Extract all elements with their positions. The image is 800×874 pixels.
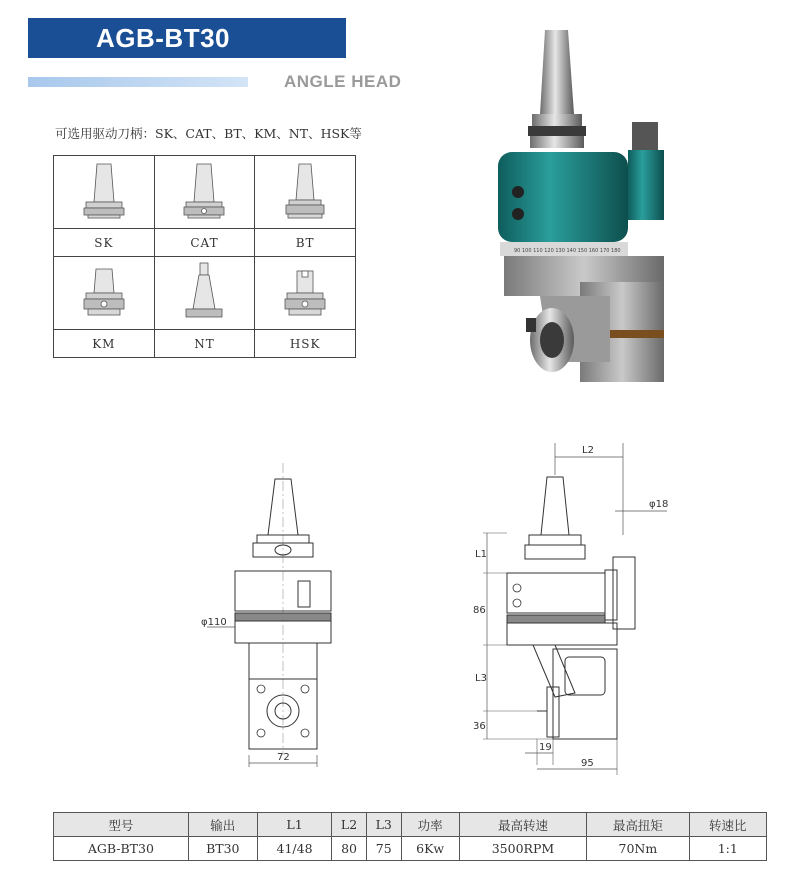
shank-label: NT [154,330,255,358]
km-shank-cell [54,257,155,330]
shank-label: BT [255,229,356,257]
nt-shank-cell [154,257,255,330]
spec-cell: 75 [366,837,401,861]
sk-shank-cell [54,156,155,229]
cat-shank-cell [154,156,255,229]
spec-table [53,812,767,861]
bt-shank-icon [275,158,335,222]
spec-header-cell: 功率 [401,813,459,837]
spec-header-cell: 输出 [188,813,257,837]
page-subtitle: ANGLE HEAD [284,72,402,91]
front-view-drawing [195,455,375,775]
spec-header-cell: 型号 [54,813,189,837]
angle-head-photo [490,22,690,387]
shank-label: HSK [255,330,356,358]
spec-cell: 41/48 [257,837,331,861]
shank-label: SK [54,229,155,257]
sk-shank-icon [74,158,134,222]
shank-label: CAT [154,229,255,257]
front-width-label: 72 [277,752,290,763]
page-title: AGB-BT30 [96,22,231,53]
spec-cell: BT30 [188,837,257,861]
spec-header-cell: L1 [257,813,331,837]
hsk-shank-icon [275,259,335,323]
subtitle-accent-line [28,77,248,87]
spec-cell: 1:1 [689,837,766,861]
shank-grid [53,155,356,358]
side-h36-label: 36 [473,721,486,732]
shank-options-text: 可选用驱动刀柄：SK、CAT、BT、KM、NT、HSK等 [55,126,362,141]
spec-cell: 3500RPM [459,837,586,861]
spec-cell: 6Kw [401,837,459,861]
spec-cell: 80 [332,837,367,861]
spec-header-cell: 转速比 [689,813,766,837]
spec-cell: AGB-BT30 [54,837,189,861]
bt-shank-cell [255,156,356,229]
spec-header-cell: 最高转速 [459,813,586,837]
hsk-shank-cell [255,257,356,330]
spec-header-cell: L2 [332,813,367,837]
side-l3-label: L3 [475,673,487,684]
side-d18-label: φ18 [649,499,669,510]
km-shank-icon [74,259,134,323]
spec-cell: 70Nm [587,837,689,861]
side-view-drawing [455,435,685,780]
side-h86-label: 86 [473,605,486,616]
front-diameter-label: φ110 [201,617,227,628]
table-row [54,837,767,861]
cat-shank-icon [174,158,234,222]
side-l2-label: L2 [582,445,594,456]
title-bar [28,18,346,58]
photo-scale-marks: 90 100 110 120 130 140 150 160 170 180 [514,248,621,254]
side-l1-label: L1 [475,549,487,560]
side-w95-label: 95 [581,758,594,769]
nt-shank-icon [174,259,234,323]
spec-table-header-row [54,813,767,837]
spec-header-cell: 最高扭矩 [587,813,689,837]
shank-label: KM [54,330,155,358]
spec-header-cell: L3 [366,813,401,837]
side-w19-label: 19 [539,742,552,753]
